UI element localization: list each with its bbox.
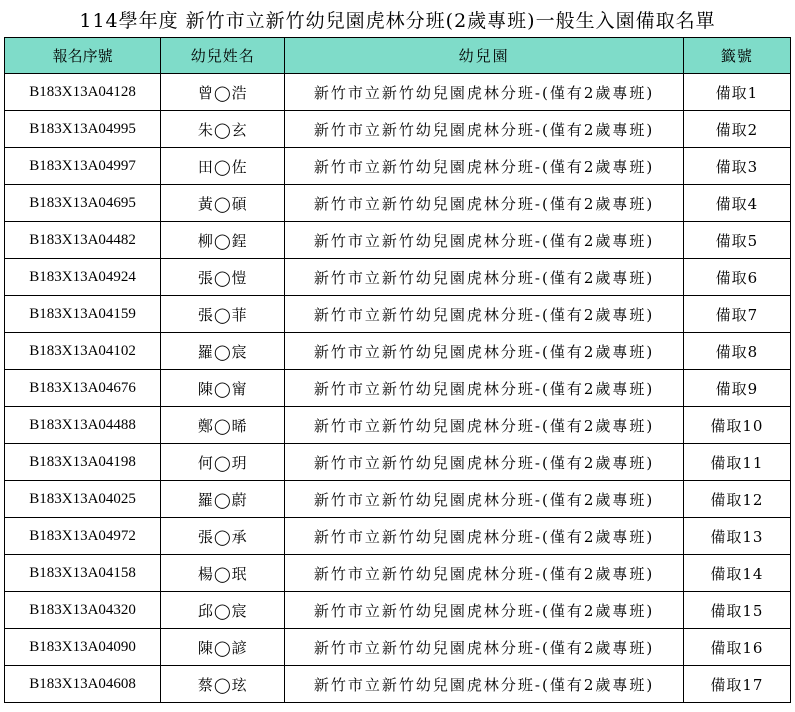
page-title: 114學年度 新竹市立新竹幼兒園虎林分班(2歲專班)一般生入園備取名單: [79, 10, 716, 32]
kindergarten-cell: 新竹市立新竹幼兒園虎林分班-(僅有2歲專班): [285, 296, 684, 333]
child-name-cell: 楊◯珉: [161, 555, 285, 592]
child-name-cell: 陳◯諺: [161, 629, 285, 666]
lot-number-cell: 備取7: [683, 296, 790, 333]
registration-number-cell: B183X13A04695: [5, 185, 161, 222]
child-name-cell: 羅◯宸: [161, 333, 285, 370]
child-name-cell: 陳◯甯: [161, 370, 285, 407]
lot-number-cell: 備取10: [683, 407, 790, 444]
child-name-cell: 田◯佐: [161, 148, 285, 185]
kindergarten-cell: 新竹市立新竹幼兒園虎林分班-(僅有2歲專班): [285, 111, 684, 148]
child-name-cell: 張◯菲: [161, 296, 285, 333]
lot-number-cell: 備取6: [683, 259, 790, 296]
kindergarten-cell: 新竹市立新竹幼兒園虎林分班-(僅有2歲專班): [285, 407, 684, 444]
registration-number-cell: B183X13A04102: [5, 333, 161, 370]
kindergarten-cell: 新竹市立新竹幼兒園虎林分班-(僅有2歲專班): [285, 185, 684, 222]
kindergarten-cell: 新竹市立新竹幼兒園虎林分班-(僅有2歲專班): [285, 518, 684, 555]
child-name-cell: 蔡◯玹: [161, 666, 285, 703]
kindergarten-cell: 新竹市立新竹幼兒園虎林分班-(僅有2歲專班): [285, 666, 684, 703]
child-name-cell: 羅◯蔚: [161, 481, 285, 518]
registration-number-cell: B183X13A04482: [5, 222, 161, 259]
child-name-cell: 柳◯鋥: [161, 222, 285, 259]
registration-number-cell: B183X13A04676: [5, 370, 161, 407]
child-name-cell: 張◯承: [161, 518, 285, 555]
kindergarten-cell: 新竹市立新竹幼兒園虎林分班-(僅有2歲專班): [285, 370, 684, 407]
lot-number-cell: 備取15: [683, 592, 790, 629]
table-row: [5, 444, 791, 481]
table-row: [5, 185, 791, 222]
kindergarten-cell: 新竹市立新竹幼兒園虎林分班-(僅有2歲專班): [285, 259, 684, 296]
table-row: [5, 370, 791, 407]
lot-number-cell: 備取9: [683, 370, 790, 407]
lot-number-cell: 備取2: [683, 111, 790, 148]
lot-number-cell: 備取17: [683, 666, 790, 703]
table-header-row: [5, 38, 791, 74]
child-name-cell: 黃◯碩: [161, 185, 285, 222]
table-row: [5, 555, 791, 592]
child-name-cell: 鄭◯晞: [161, 407, 285, 444]
kindergarten-cell: 新竹市立新竹幼兒園虎林分班-(僅有2歲專班): [285, 481, 684, 518]
registration-number-cell: B183X13A04997: [5, 148, 161, 185]
lot-number-cell: 備取13: [683, 518, 790, 555]
table-row: [5, 407, 791, 444]
lot-number-cell: 備取8: [683, 333, 790, 370]
registration-number-cell: B183X13A04972: [5, 518, 161, 555]
table-row: [5, 592, 791, 629]
table-row: [5, 333, 791, 370]
child-name-cell: 張◯愷: [161, 259, 285, 296]
child-name-cell: 何◯玥: [161, 444, 285, 481]
registration-number-cell: B183X13A04128: [5, 74, 161, 111]
table-body: [5, 74, 791, 703]
registration-number-cell: B183X13A04158: [5, 555, 161, 592]
registration-number-cell: B183X13A04159: [5, 296, 161, 333]
table-row: [5, 74, 791, 111]
column-header-kindergarten: 幼兒園: [285, 38, 684, 74]
registration-number-cell: B183X13A04198: [5, 444, 161, 481]
waitlist-table: [4, 37, 791, 703]
child-name-cell: 朱◯玄: [161, 111, 285, 148]
table-row: [5, 629, 791, 666]
registration-number-cell: B183X13A04995: [5, 111, 161, 148]
child-name-cell: 邱◯宸: [161, 592, 285, 629]
table-row: [5, 666, 791, 703]
kindergarten-cell: 新竹市立新竹幼兒園虎林分班-(僅有2歲專班): [285, 629, 684, 666]
column-header-registration-number: 報名序號: [5, 38, 161, 74]
lot-number-cell: 備取16: [683, 629, 790, 666]
table-row: [5, 148, 791, 185]
kindergarten-cell: 新竹市立新竹幼兒園虎林分班-(僅有2歲專班): [285, 592, 684, 629]
child-name-cell: 曾◯浩: [161, 74, 285, 111]
column-header-lot-number: 籤號: [683, 38, 790, 74]
lot-number-cell: 備取11: [683, 444, 790, 481]
kindergarten-cell: 新竹市立新竹幼兒園虎林分班-(僅有2歲專班): [285, 333, 684, 370]
lot-number-cell: 備取12: [683, 481, 790, 518]
kindergarten-cell: 新竹市立新竹幼兒園虎林分班-(僅有2歲專班): [285, 555, 684, 592]
lot-number-cell: 備取14: [683, 555, 790, 592]
kindergarten-cell: 新竹市立新竹幼兒園虎林分班-(僅有2歲專班): [285, 74, 684, 111]
lot-number-cell: 備取1: [683, 74, 790, 111]
registration-number-cell: B183X13A04320: [5, 592, 161, 629]
registration-number-cell: B183X13A04488: [5, 407, 161, 444]
table-row: [5, 296, 791, 333]
lot-number-cell: 備取4: [683, 185, 790, 222]
kindergarten-cell: 新竹市立新竹幼兒園虎林分班-(僅有2歲專班): [285, 222, 684, 259]
registration-number-cell: B183X13A04090: [5, 629, 161, 666]
kindergarten-cell: 新竹市立新竹幼兒園虎林分班-(僅有2歲專班): [285, 148, 684, 185]
table-row: [5, 259, 791, 296]
registration-number-cell: B183X13A04025: [5, 481, 161, 518]
column-header-child-name: 幼兒姓名: [161, 38, 285, 74]
kindergarten-cell: 新竹市立新竹幼兒園虎林分班-(僅有2歲專班): [285, 444, 684, 481]
registration-number-cell: B183X13A04608: [5, 666, 161, 703]
lot-number-cell: 備取5: [683, 222, 790, 259]
lot-number-cell: 備取3: [683, 148, 790, 185]
table-row: [5, 222, 791, 259]
table-row: [5, 481, 791, 518]
registration-number-cell: B183X13A04924: [5, 259, 161, 296]
table-row: [5, 111, 791, 148]
table-row: [5, 518, 791, 555]
